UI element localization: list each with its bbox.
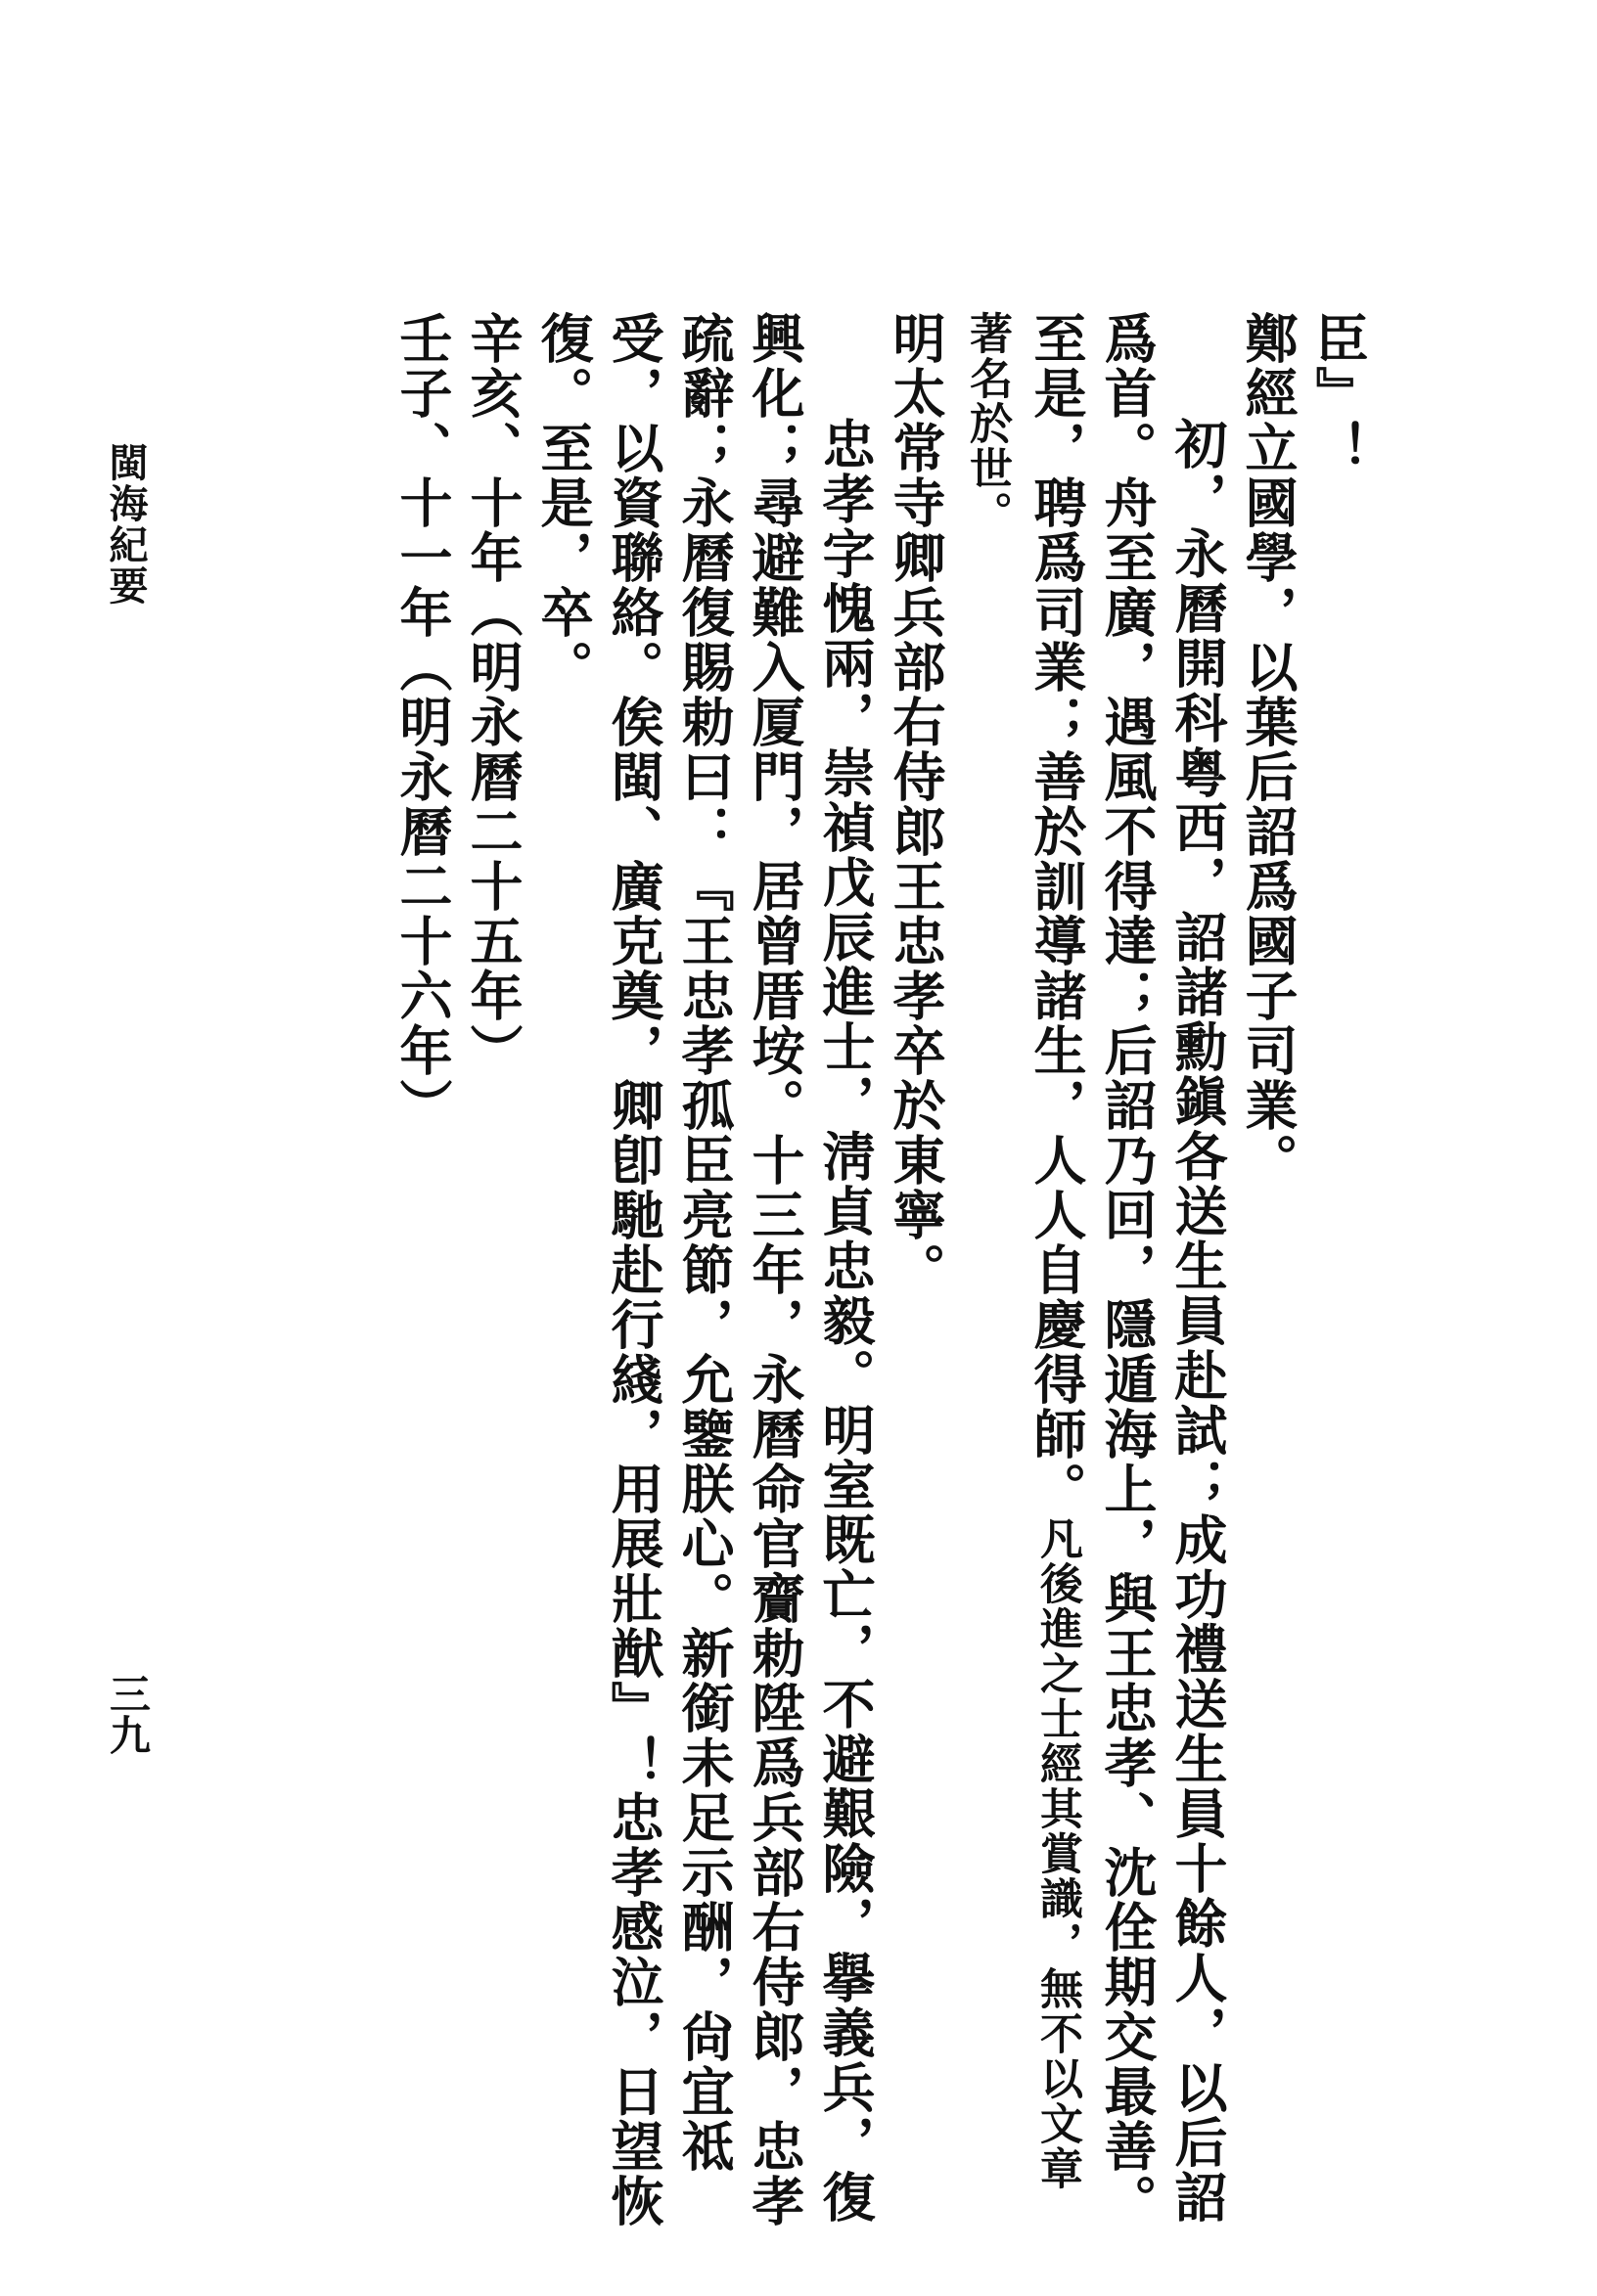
paragraph-ye-houzhao [951,311,1233,2228]
heading-national-academy: 鄭經立國學，以葉后詔爲國子司業。 [1237,311,1300,1188]
paragraph-ye-houzhao-note: 凡後進之士經其賞識，無不以文章著名於世。 [962,311,1082,2191]
heading-year-xinhai: 辛亥、十年（明永曆二十五年） [462,311,525,1078]
paragraph-quote-close: 臣』！ [1307,311,1370,475]
page-number: 三九 [104,1673,152,1755]
paragraph-wang-zhongxiao: 忠孝字愧兩，崇禎戊辰進士，淸貞忠毅。明室既亡，不避艱險，擧義兵，復興化；尋避難入厦門，居曾厝垵。十三年，永曆命官齎勅陞爲兵部右侍郎，忠孝疏辭；永曆復賜勅曰：『王忠孝孤臣亮節，允鑒朕心。新銜未足示酬，尙宜祗受，以資聯絡。俟閩、廣克奠，卿卽馳赴行綫，用展壯猷』！忠孝感泣，日望恢復。至是，卒。 [532,311,877,2228]
main-text-block [388,311,1374,2228]
heading-year-renzi: 壬子、十一年（明永曆二十六年） [391,311,454,1133]
heading-wang-zhongxiao-death: 明太常寺卿兵部右侍郎王忠孝卒於東寧。 [885,311,947,1297]
running-head: 閩海紀要 [103,442,149,607]
paragraph-ye-houzhao-text: 初，永曆開科粤西，詔諸勳鎭各送生員赴試；成功禮送生員十餘人，以后詔爲首。舟至廣，遇風不得達；后詔乃回，隱遁海上，與王忠孝、沈佺期交最善。至是，聘爲司業；善於訓導諸生，人人自慶得師。 [1026,311,1229,2228]
